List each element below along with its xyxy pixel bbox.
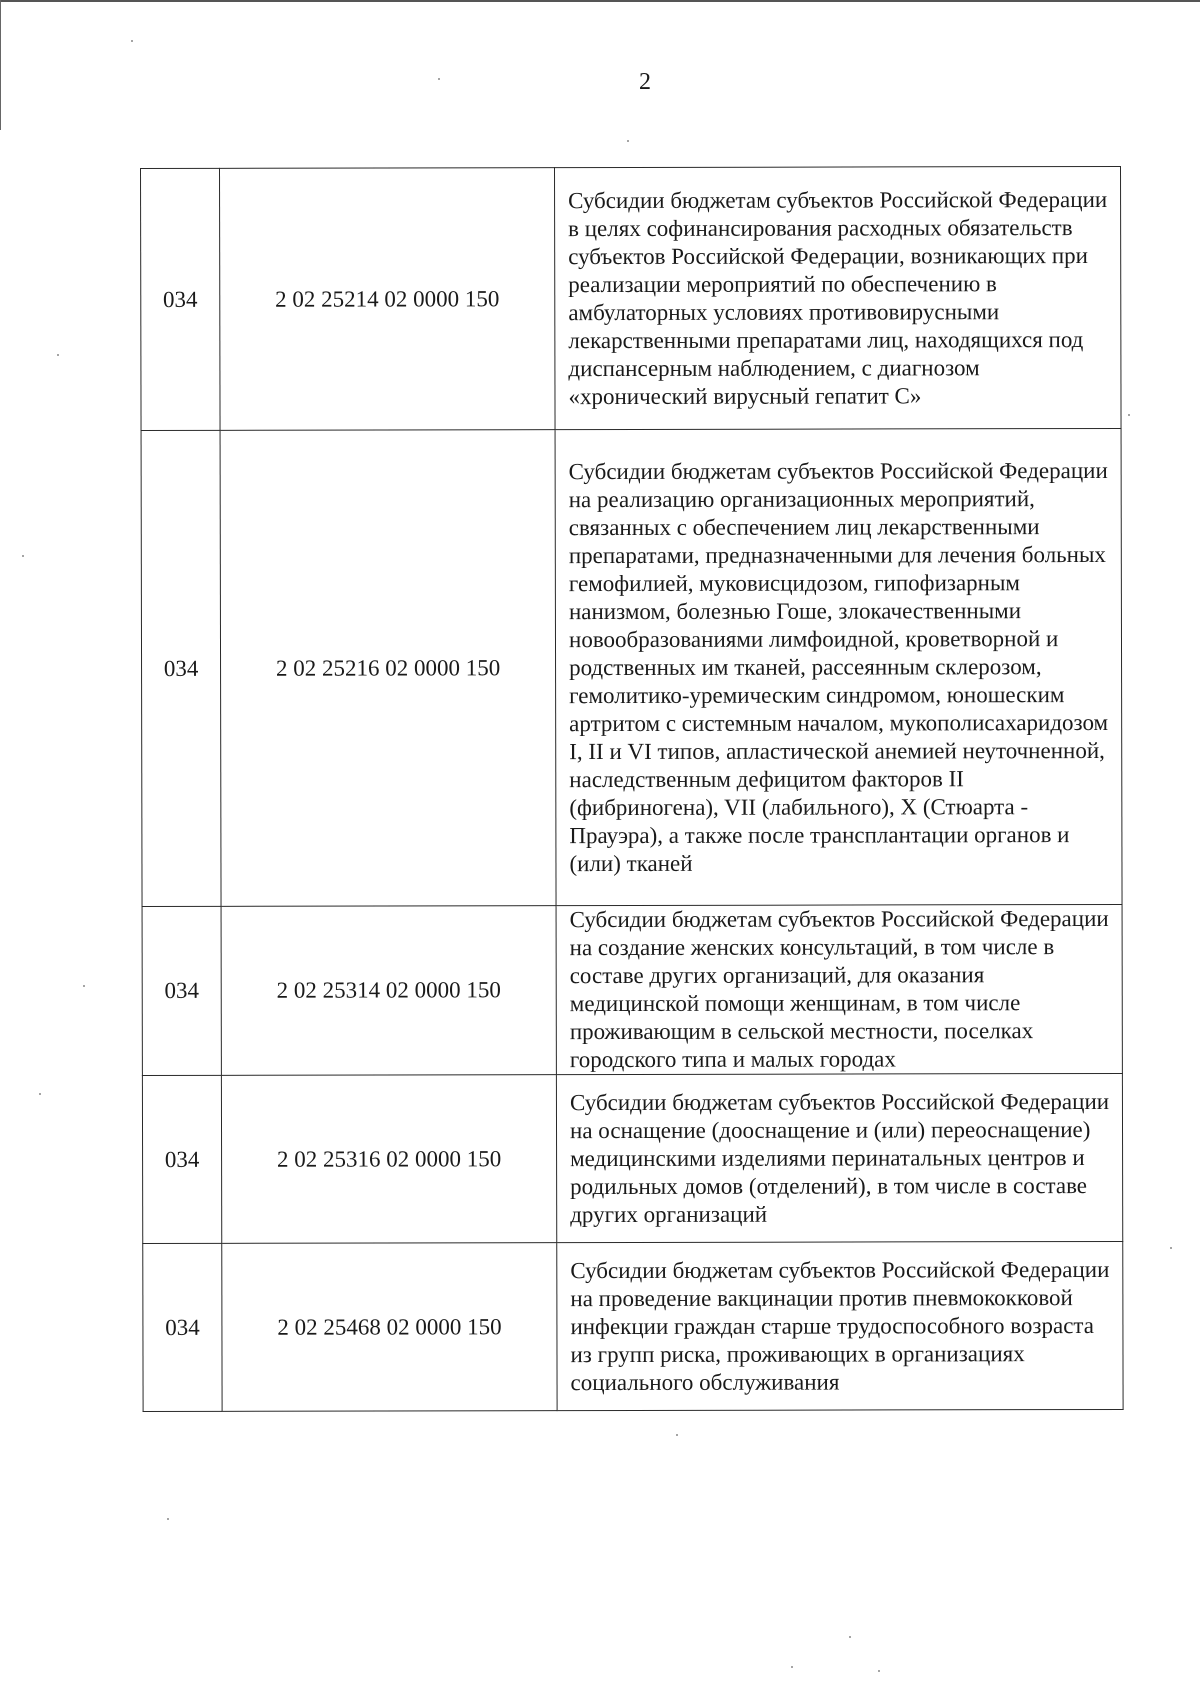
scan-border-left bbox=[0, 0, 1, 130]
table-row bbox=[141, 166, 1122, 430]
description-text: Субсидии бюджетам субъектов Российской Федерации на создание женских консультаций, в том числе в составе других организаций, для оказания медицинской помощи женщинам, в том числе проживающим в сельской местности, поселках городского типа и малых городах bbox=[569, 905, 1109, 1073]
scan-speck bbox=[83, 985, 85, 987]
scan-speck bbox=[39, 1093, 41, 1095]
scan-border-top bbox=[0, 0, 1200, 2]
scan-speck bbox=[1170, 1247, 1172, 1249]
description-text: Субсидии бюджетам субъектов Российской Федерации на оснащение (дооснащение и (или) переоснащение) медицинскими изделиями перинатальных центров и родильных домов (отделений), в том числе в составе других организаций bbox=[569, 1088, 1110, 1227]
budget-code-cell: 2 02 25468 02 0000 150 bbox=[222, 1243, 557, 1412]
admin-code-cell: 034 bbox=[141, 168, 221, 430]
budget-codes-table bbox=[140, 166, 1124, 1412]
budget-code-cell: 2 02 25214 02 0000 150 bbox=[220, 168, 556, 431]
budget-code-cell: 2 02 25314 02 0000 150 bbox=[221, 906, 556, 1076]
table-row bbox=[142, 1073, 1122, 1243]
page-number: 2 bbox=[639, 69, 651, 95]
description-text: Субсидии бюджетам субъектов Российской Федерации в целях софинансирования расходных обязательств субъектов Российской Федерации, возникающих при реализации мероприятий по обеспечению в амбулаторных условиях противовирусными лекарственными препаратами лиц, находящихся под диспансерным наблюдением, с диагнозом «хронический вирусный гепатит С» bbox=[568, 186, 1108, 409]
table-row bbox=[141, 428, 1122, 906]
description-text: Субсидии бюджетам субъектов Российской Федерации на проведение вакцинации против пневмококковой инфекции граждан старше трудоспособного возраста из групп риска, проживающих в организациях социального обслуживания bbox=[570, 1256, 1110, 1395]
scan-speck bbox=[1128, 414, 1130, 416]
admin-code-cell: 034 bbox=[143, 1243, 222, 1411]
scan-speck bbox=[791, 1666, 793, 1668]
admin-code-cell: 034 bbox=[141, 430, 221, 906]
admin-code-cell: 034 bbox=[142, 906, 221, 1075]
scan-speck bbox=[438, 78, 440, 80]
budget-code-cell: 2 02 25216 02 0000 150 bbox=[220, 430, 556, 907]
scan-speck bbox=[849, 1636, 851, 1638]
scan-speck bbox=[22, 555, 24, 557]
budget-code-cell: 2 02 25316 02 0000 150 bbox=[221, 1075, 556, 1244]
description-cell bbox=[557, 1241, 1123, 1410]
admin-code-cell: 034 bbox=[142, 1075, 221, 1243]
description-cell bbox=[556, 904, 1122, 1074]
table-row bbox=[142, 904, 1122, 1075]
description-text: Субсидии бюджетам субъектов Российской Федерации на реализацию организационных мероприятий, связанных с обеспечением лиц лекарственными препаратами, предназначенными для лечения больных гемофилией, муковисцидозом, гипофизарным нанизмом, болезнью Гоше, злокачественными новообразованиями лимфоидной, кроветворной и родственных им тканей, рассеянным склерозом, гемолитико-уремическим синдромом, юношеским артритом с системным началом, мукополисахаридозом I, II и VI типов, апластической анемией неуточненной, наследственным дефицитом факторов II (фибриногена), VII (лабильного), X (Стюарта - Прауэра), а также после трансплантации органов и (или) тканей bbox=[568, 457, 1109, 876]
description-cell bbox=[555, 166, 1122, 429]
scan-speck bbox=[57, 354, 59, 356]
table-row bbox=[143, 1241, 1123, 1411]
description-cell bbox=[556, 1073, 1122, 1242]
scan-speck bbox=[676, 1434, 678, 1436]
scan-speck bbox=[167, 1518, 169, 1520]
description-cell bbox=[555, 428, 1122, 905]
scan-speck bbox=[878, 1670, 880, 1672]
scan-speck bbox=[131, 40, 133, 42]
scan-speck bbox=[627, 140, 629, 142]
